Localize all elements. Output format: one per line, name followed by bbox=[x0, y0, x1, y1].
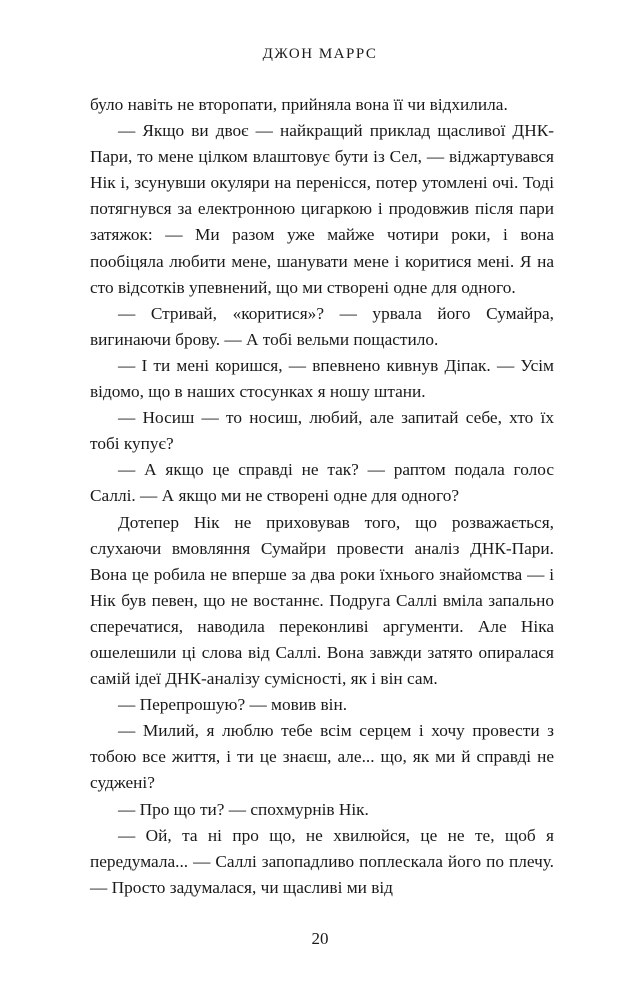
running-header: ДЖОН МАРРС bbox=[262, 46, 378, 62]
paragraph: — Милий, я люблю тебе всім серцем і хочу провести з тобою все життя, і ти це знаєш, але... що, як ми й справді не суджені? bbox=[90, 721, 554, 793]
paragraph-continuation: було навіть не второпати, прийняла вона її чи відхилила. bbox=[90, 95, 508, 114]
page-number: 20 bbox=[311, 929, 329, 948]
paragraph: — Про що ти? — спохмурнів Нік. bbox=[118, 799, 369, 819]
paragraph: — І ти мені коришся, — впевнено кивнув Діпак. — Усім відомо, що в наших стосунках я ношу штани. bbox=[90, 355, 554, 402]
paragraph: — А якщо це справді не так? — раптом подала голос Саллі. — А якщо ми не створені одне для одного? bbox=[90, 460, 554, 506]
paragraph: — Перепрошую? — мовив він. bbox=[118, 695, 348, 715]
paragraph: — Якщо ви двоє — найкращий приклад щасливої ДНК-Пари, то мене цілком влаштовує бути із Сел, — віджартувався Нік і, зсунувши окуляри на перенісся, потер утомлені очі. Тоді потягнувся за електронною цигаркою і продовжив після пари затяжок: — Ми разом уже майже чотири роки, і вона пообіцяла любити мене, шанувати мене і коритися мені. Я на сто відсотків упевнений, що ми створені одне для одного. bbox=[90, 121, 554, 297]
paragraph: — Стривай, «коритися»? — урвала його Сумайра, вигинаючи брову. — А тобі вельми пощастило. bbox=[90, 303, 554, 349]
paragraph: — Ой, та ні про що, не хвилюйся, це не те, щоб я передумала... — Саллі запопадливо поплескала його по плечу. — Просто задумалася, чи щасливі ми від bbox=[90, 825, 554, 897]
paragraph: Дотепер Нік не приховував того, що розважається, слухаючи вмовляння Сумайри провести аналіз ДНК-Пари. Вона це робила не вперше за два роки їхнього знайомства — і Нік був певен, що не востаннє. Подруга Саллі вміла запально сперечатися, наводила переконливі аргументи. Але Ніка ошелешили ці слова від Саллі. Вона завжди затято опиралася самій ідеї ДНК-аналізу сумісності, як і він сам. bbox=[90, 512, 554, 689]
paragraph: — Носиш — то носиш, любий, але запитай себе, хто їх тобі купує? bbox=[90, 408, 554, 454]
body-text bbox=[90, 92, 554, 901]
